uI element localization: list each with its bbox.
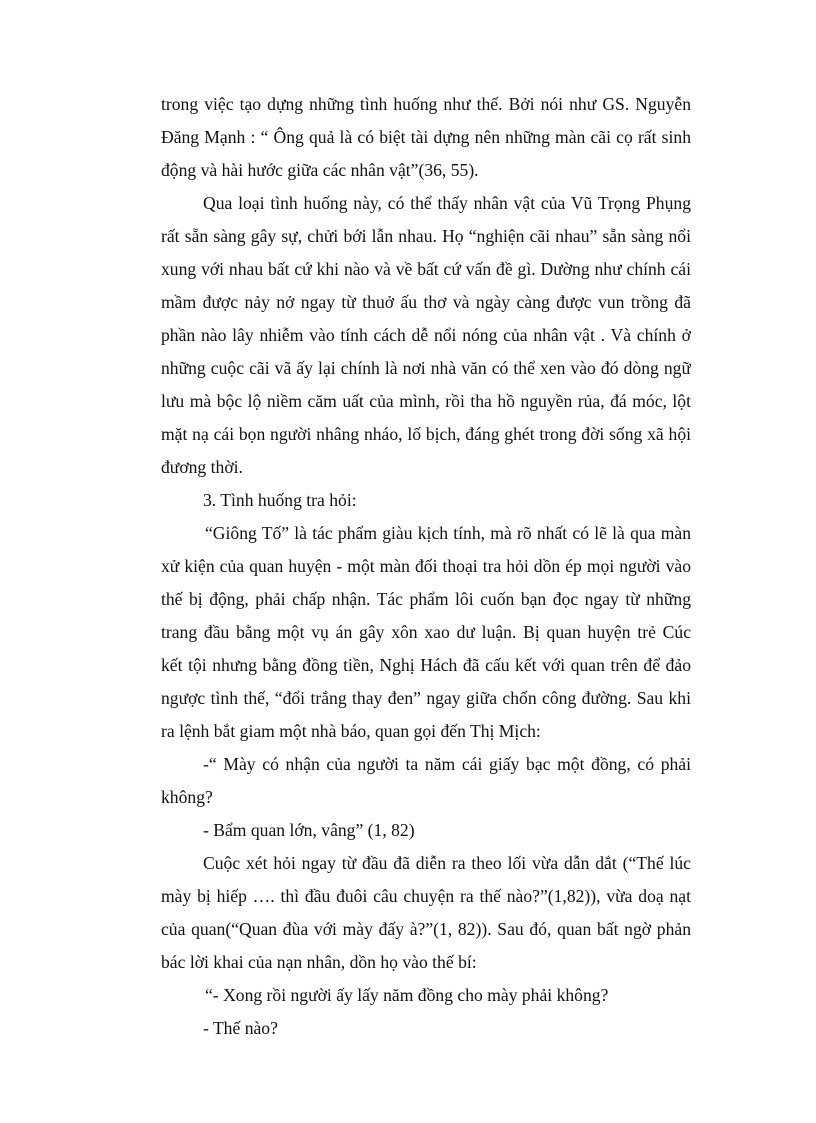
text-line: lưu mà bộc lộ niềm căm uất của mình, rồi tha hồ nguyền rủa, đá móc, lột bbox=[161, 391, 691, 411]
text-line: Qua loại tình huống này, có thể thấy nhân vật của Vũ Trọng Phụng bbox=[203, 193, 691, 213]
text-line: động và hài hước giữa các nhân vật”(36, 55). bbox=[161, 160, 479, 180]
dialogue-line: “- Xong rồi người ấy lấy năm đồng cho mày phải không? bbox=[205, 985, 609, 1005]
dialogue-line: không? bbox=[161, 787, 213, 807]
text-line: mặt nạ cái bọn người nhâng nháo, lố bịch, đáng ghét trong đời sống xã hội bbox=[161, 424, 691, 444]
text-line: Đăng Mạnh : “ Ông quả là có biệt tài dựng nên những màn cãi cọ rất sinh bbox=[161, 127, 691, 147]
text-line: rất sẵn sàng gây sự, chửi bới lẫn nhau. Họ “nghiện cãi nhau” sẵn sàng nổi bbox=[161, 226, 691, 246]
text-line: ngược tình thế, “đổi trắng thay đen” ngay giữa chốn công đường. Sau khi bbox=[161, 688, 691, 708]
text-line: những cuộc cãi vã ấy lại chính là nơi nhà văn có thể xen vào đó dòng ngữ bbox=[161, 358, 691, 378]
text-line: mày bị hiếp …. thì đầu đuôi câu chuyện ra thế nào?”(1,82)), vừa doạ nạt bbox=[161, 886, 691, 906]
text-line: đương thời. bbox=[161, 457, 243, 477]
text-line: thế bị động, phải chấp nhận. Tác phẩm lôi cuốn bạn đọc ngay từ những bbox=[161, 589, 691, 609]
dialogue-line: -“ Mày có nhận của người ta năm cái giấy bạc một đồng, có phải bbox=[203, 754, 691, 774]
text-line: mầm được nảy nở ngay từ thuở ấu thơ và ngày càng được vun trồng đã bbox=[161, 292, 691, 312]
text-line: trang đầu bằng một vụ án gây xôn xao dư luận. Bị quan huyện trẻ Cúc bbox=[161, 622, 691, 642]
dialogue-line: - Thế nào? bbox=[203, 1018, 278, 1038]
text-line: phần nào lây nhiễm vào tính cách dễ nổi nóng của nhân vật . Và chính ở bbox=[161, 325, 691, 345]
text-line: xử kiện của quan huyện - một màn đối thoại tra hỏi dồn ép mọi người vào bbox=[161, 556, 691, 576]
text-line: trong việc tạo dựng những tình huống như thế. Bởi nói như GS. Nguyễn bbox=[161, 94, 691, 114]
text-line: của quan(“Quan đùa với mày đấy à?”(1, 82)). Sau đó, quan bất ngờ phản bbox=[161, 919, 691, 939]
text-line: “Giông Tố” là tác phẩm giàu kịch tính, mà rõ nhất có lẽ là qua màn bbox=[205, 523, 691, 543]
text-line: ra lệnh bắt giam một nhà báo, quan gọi đến Thị Mịch: bbox=[161, 721, 541, 741]
section-heading: 3. Tình huống tra hỏi: bbox=[203, 490, 357, 510]
text-line: xung với nhau bất cứ khi nào và về bất cứ vấn đề gì. Dường như chính cái bbox=[161, 259, 691, 279]
text-line: Cuộc xét hỏi ngay từ đầu đã diễn ra theo lối vừa dẫn dắt (“Thế lúc bbox=[203, 853, 691, 873]
text-line: bác lời khai của nạn nhân, dồn họ vào thế bí: bbox=[161, 952, 477, 972]
text-line: kết tội nhưng bằng đồng tiền, Nghị Hách đã cấu kết với quan trên để đảo bbox=[161, 655, 691, 675]
dialogue-line: - Bẩm quan lớn, vâng” (1, 82) bbox=[203, 820, 415, 840]
